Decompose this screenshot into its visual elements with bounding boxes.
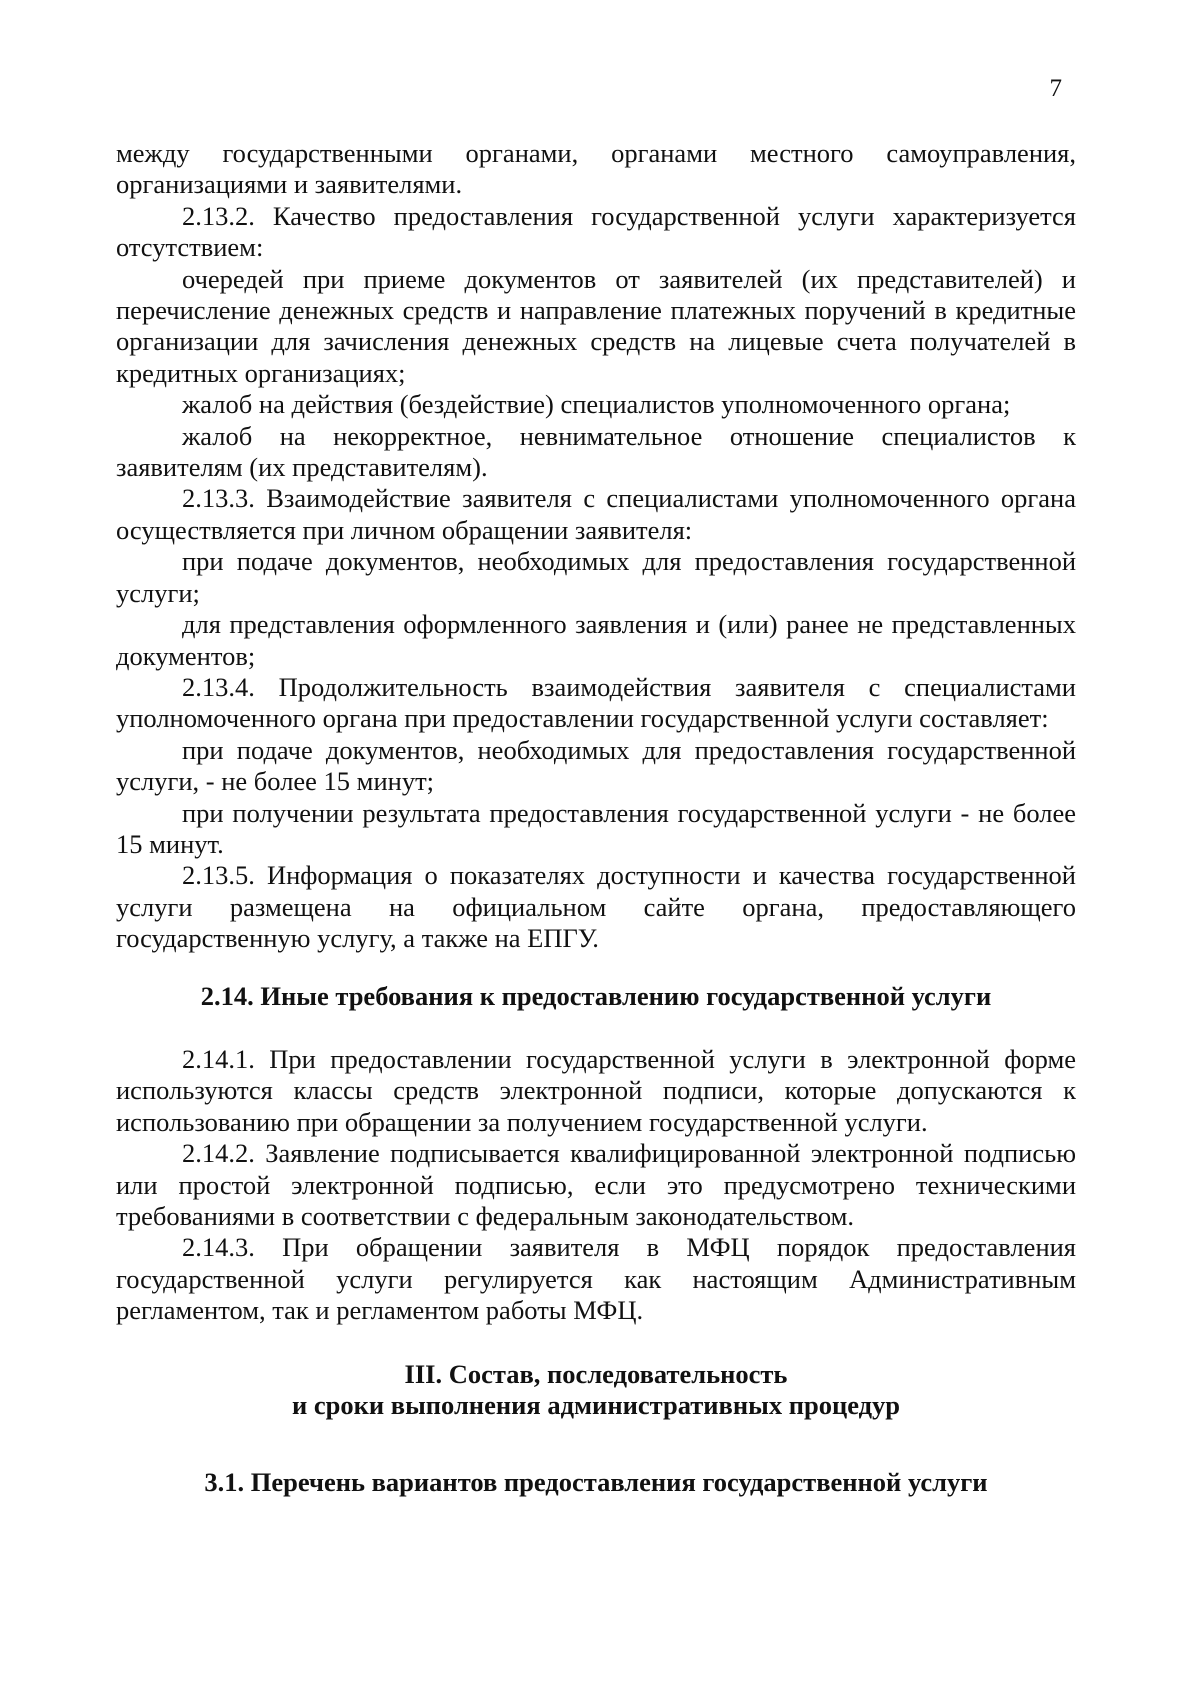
- section-heading-iii-line1: III. Состав, последовательность: [404, 1358, 788, 1389]
- paragraph-2-14-1: 2.14.1. При предоставлении государственной услуги в электронной форме используются классы средств электронной подписи, которые допускаются к использованию при обращении за получением государственной услуги.: [116, 1043, 1076, 1137]
- document-body: [116, 138, 1076, 1499]
- paragraph: очередей при приеме документов от заявителей (их представителей) и перечисление денежных средств и направление платежных поручений в кредитные организации для зачисления денежных средств на лицевые счета получателей в кредитных организациях;: [116, 263, 1076, 388]
- paragraph: при подаче документов, необходимых для предоставления государственной услуги;: [116, 546, 1076, 608]
- section-heading-iii: [116, 1327, 1076, 1422]
- paragraph: при подаче документов, необходимых для предоставления государственной услуги, - не более 15 минут;: [116, 734, 1076, 797]
- paragraph-2-13-5: 2.13.5. Информация о показателях доступности и качества государственной услуги размещена на официальном сайте органа, предоставляющего государственную услугу, а также на ЕПГУ.: [116, 860, 1076, 954]
- section-heading-2-14: 2.14. Иные требования к предоставлению государственной услуги: [200, 980, 992, 1011]
- paragraph-2-14-3: 2.14.3. При обращении заявителя в МФЦ порядок предоставления государственной услуги регулируется как настоящим Административным регламентом, так и регламентом работы МФЦ.: [116, 1232, 1076, 1326]
- paragraph-2-13-3: 2.13.3. Взаимодействие заявителя с специалистами уполномоченного органа осуществляется при личном обращении заявителя:: [116, 483, 1076, 545]
- paragraph-2-13-4: 2.13.4. Продолжительность взаимодействия заявителя с специалистами уполномоченного органа при предоставлении государственной услуги составляет:: [116, 671, 1076, 734]
- paragraph: между государственными органами, органами местного самоуправления, организациями и заявителями.: [116, 138, 1076, 200]
- paragraph-2-14-2: 2.14.2. Заявление подписывается квалифицированной электронной подписью или простой электронной подписью, если это предусмотрено техническими требованиями в соответствии с федеральным законодательством.: [116, 1138, 1076, 1231]
- paragraph: при получении результата предоставления государственной услуги - не более 15 минут.: [116, 797, 1076, 859]
- paragraph: жалоб на некорректное, невнимательное отношение специалистов к заявителям (их представителям).: [116, 420, 1076, 483]
- paragraph: для представления оформленного заявления и (или) ранее не представленных документов;: [116, 609, 1076, 671]
- paragraph: жалоб на действия (бездействие) специалистов уполномоченного органа;: [182, 389, 1011, 420]
- section-heading-3-1: 3.1. Перечень вариантов предоставления государственной услуги: [204, 1467, 988, 1498]
- paragraph-2-13-2: 2.13.2. Качество предоставления государственной услуги характеризуется отсутствием:: [116, 200, 1076, 263]
- section-heading-iii-line2: и сроки выполнения административных процедур: [291, 1390, 901, 1421]
- page-number: 7: [1049, 75, 1062, 102]
